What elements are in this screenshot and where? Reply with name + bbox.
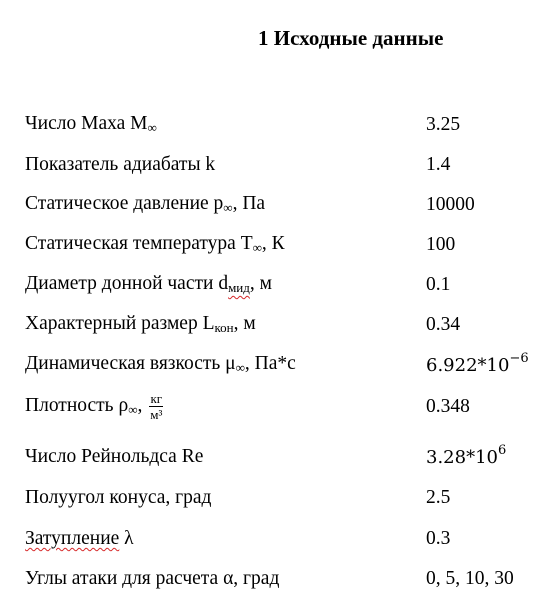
param-value-mach: 3.25 (426, 114, 461, 135)
superscript: −6 (509, 351, 529, 366)
subscript: кон (214, 320, 234, 335)
param-label-static-pressure: Статическое давление $p_\infty$, Па (25, 193, 266, 215)
unit-fraction (149, 391, 163, 422)
param-value-base-diameter: 0.1 (426, 274, 451, 295)
param-value-cone-half-angle: 2.5 (426, 487, 451, 508)
fraction-numerator: кг (150, 391, 163, 406)
param-label-angles-of-attack: Углы атаки для расчета α, град (25, 568, 280, 589)
param-value-static-temperature: 100 (426, 234, 456, 255)
param-label-characteristic-length: Характерный размер $L_{кон}$, м (25, 313, 256, 335)
fraction-denominator: м³ (150, 407, 163, 422)
table-row (0, 564, 554, 594)
param-label-adiabatic-index: Показатель адиабаты k (25, 154, 216, 175)
table-row (0, 230, 554, 260)
param-value-adiabatic-index: 1.4 (426, 154, 451, 175)
table-row (0, 270, 554, 300)
param-value-angles-of-attack: 0, 5, 10, 30 (426, 568, 514, 589)
table-row (0, 150, 554, 180)
section-heading: 1 Исходные данные (258, 26, 444, 50)
subscript: ∞ (235, 360, 245, 375)
table-row (0, 310, 554, 340)
param-value-reynolds: $3.28*10^6$ (426, 443, 507, 468)
param-label-base-diameter: Диаметр донной части $d_{мид}$, м (25, 273, 272, 295)
param-label-cone-half-angle: Полуугол конуса, град (25, 487, 212, 508)
param-label-bluntness: Затупление λ (25, 528, 134, 549)
table-row (0, 392, 554, 422)
subscript: ∞ (252, 240, 262, 255)
table-row (0, 110, 554, 140)
param-label-density: Плотность $\rho_\infty$, $\frac{кг}{\text{м³}}$ (25, 391, 163, 422)
table-row (0, 524, 554, 554)
subscript: ∞ (223, 200, 233, 215)
subscript: ∞ (128, 401, 138, 417)
table-row (0, 442, 554, 472)
param-value-static-pressure: 10000 (426, 194, 475, 215)
subscript: мид (228, 280, 250, 295)
param-value-dynamic-viscosity: $6.922*10^{-6}$ (426, 351, 529, 376)
param-label-mach: Число Маха $M_\infty$ (25, 113, 157, 135)
table-row (0, 190, 554, 220)
param-value-bluntness: 0.3 (426, 528, 451, 549)
superscript: 6 (497, 443, 507, 458)
table-row (0, 350, 554, 380)
param-value-density: 0.348 (426, 396, 470, 417)
param-label-dynamic-viscosity: Динамическая вязкость $\mu_\infty$, Па*с (25, 353, 296, 375)
param-label-static-temperature: Статическая температура $T_\infty$, К (25, 233, 285, 255)
param-label-reynolds: Число Рейнольдса Re (25, 446, 204, 467)
subscript: ∞ (147, 120, 157, 135)
table-row (0, 483, 554, 513)
param-value-characteristic-length: 0.34 (426, 314, 461, 335)
